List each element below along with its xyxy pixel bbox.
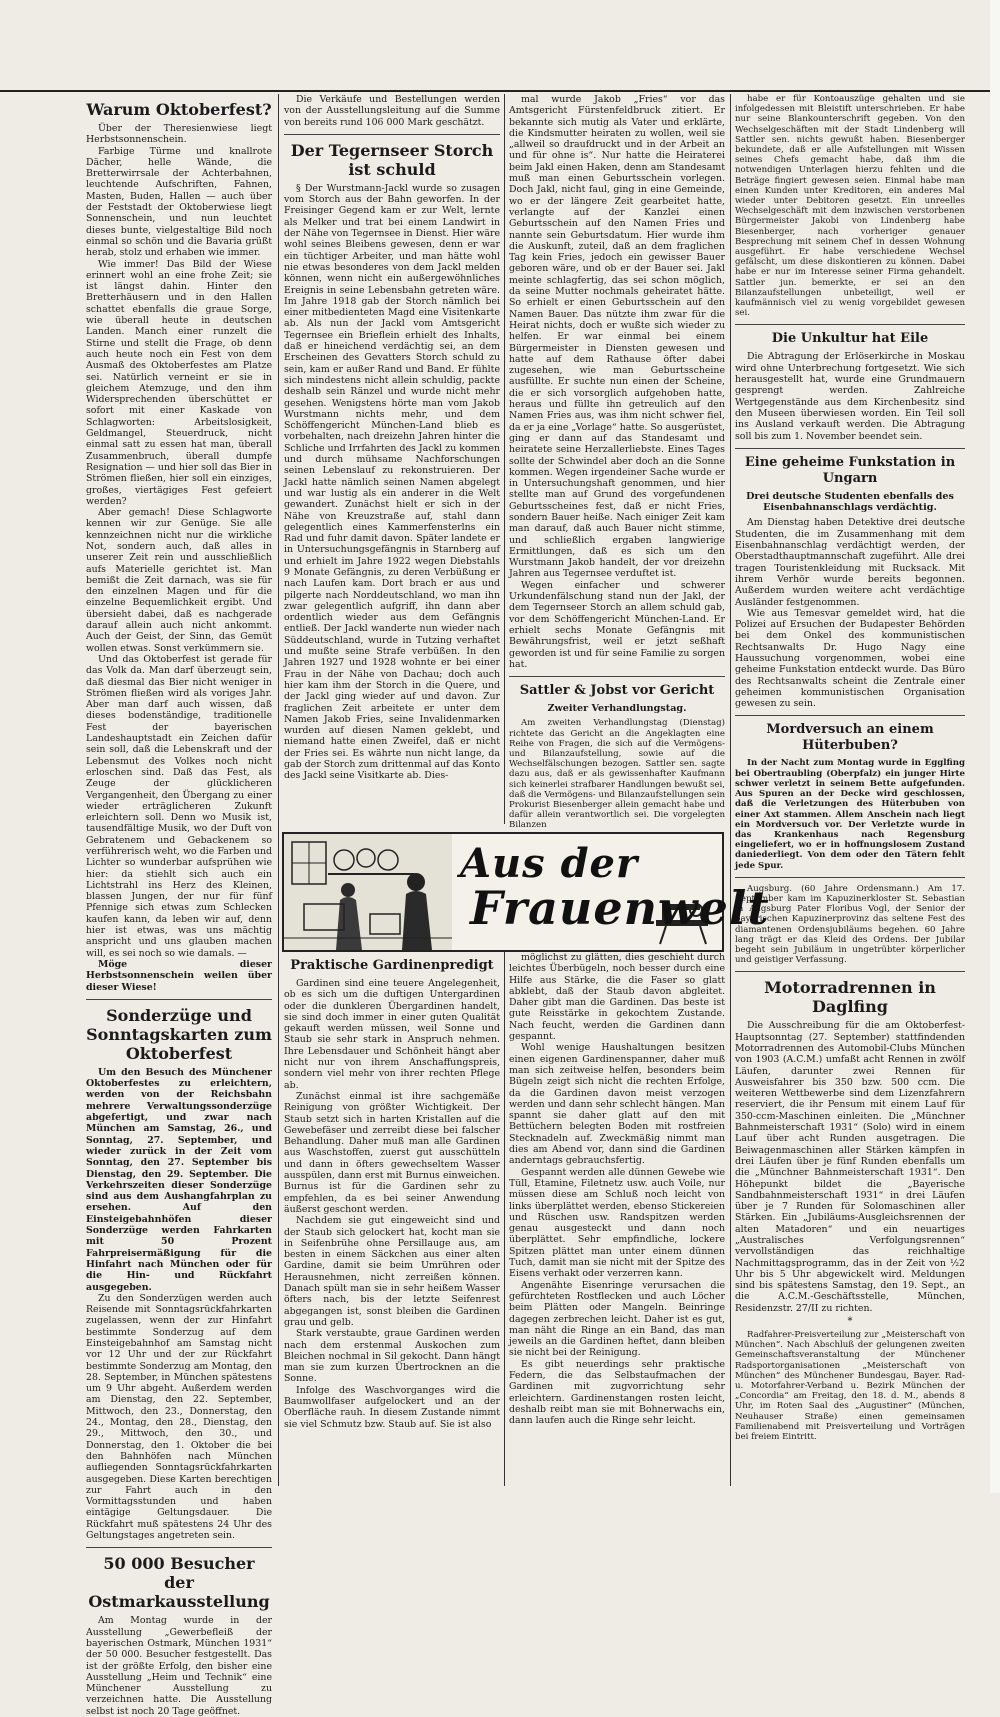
headline-sattler: Sattler & Jobst vor Gericht bbox=[519, 683, 715, 699]
paragraph: Wegen einfacher und schwerer Urkundenfälschung stand nun der Jakl, der dem Tegernseer Storch an allem schuld gab, vor dem Schöffengericht München-Land. Er erhielt sechs Monate Gefängnis mit Bewährungsfrist, weil er jetzt seßhaft geworden ist und für seine Familie zu sorgen hat. bbox=[509, 579, 725, 670]
paragraph: Gespannt werden alle dünnen Gewebe wie Tüll, Etamine, Filetnetz usw. auch Voile, nur müssen diese am Schluß noch leicht von links überplättet werden, ebenso Stickereien und Rüschen usw. Randspitzen werden genau ausgesteckt und dann noch überplättet. Sehr empfindliche, lockere Spitzen plättet man unter einem dünnen Tuch, damit man sie nicht mit der Spitze des Eisens verhakt oder verzerren kann. bbox=[509, 1166, 725, 1280]
subheadline-sattler: Zweiter Verhandlungstag. bbox=[547, 703, 687, 715]
headline-gardinen: Praktische Gardinenpredigt bbox=[290, 958, 494, 973]
paragraph: Am Dienstag haben Detektive drei deutsche Studenten, die im Zusammenhang mit dem Eisenbahnanschlag verdächtigt werden, der Oberstadthauptmannschaft zugeführt. Alle drei tragen Touristenkleidung mit Rucksack. Mit ihrem Verhör wurde bereits begonnen. Außerdem wurden weitere acht verdächtige Ausländer festgenommen. bbox=[735, 517, 965, 608]
headline-sonderzuege: Sonderzüge und Sonntagskarten zum Oktoberfest bbox=[86, 1005, 272, 1063]
article-oktoberfest bbox=[86, 123, 272, 993]
paragraph: Und das Oktoberfest ist gerade für das Volk da. Man darf überzeugt sein, daß diesmal das Bier nicht weniger in Strömen fließen wird als voriges Jahr. Aber man darf auch wissen, daß dieses bodenständige, traditionelle Fest der bayerischen Landeshauptstadt ein Zeichen dafür sein soll, daß die Lebenskraft und der Lebensmut des Volkes noch nicht erloschen sind. Daß das Fest, als Zeuge der glücklicheren Vergangenheit, den Übergang zu einer wieder erträglicheren Zukunft erleichtern soll. Denn wo Musik ist, tausendfältige Musik, wo der Duft von Gebratenem und Gebackenem so verführerisch weht, wo die Farben und Lichter so wunderbar aufsprühen wie hier: da stiehlt sich auch ein Lichtstrahl ins Herz des Kleinen, blassen Jungen, der nur für fünf Pfennige sich etwas zum Schlecken kaufen kann, da leben wir auf, denn hier ist etwas, was uns mächtig anspricht und uns glauben machen will, es sei noch so wie damals. — bbox=[86, 653, 272, 959]
column-rule bbox=[730, 94, 731, 1486]
paragraph: Infolge des Waschvorganges wird die Baumwollfaser aufgelockert und an der Oberfläche rauh. In diesem Zustande nimmt sie viel Schmutz bzw. Staub auf. Sie ist also bbox=[284, 1384, 500, 1430]
column-1 bbox=[86, 94, 272, 1717]
column-rule bbox=[504, 952, 505, 1486]
frauenwelt-banner bbox=[282, 832, 770, 952]
paragraph: Aber gemach! Diese Schlagworte kennen wir zur Genüge. Sie alle kennzeichnen nicht nur die wirkliche Not, sondern auch, daß alles in unserer Zeit rein und ausschließlich aufs Materielle gerichtet ist. Man bemißt die Zeit darnach, was sie für den einzelnen Magen und für die einzelne Bequemlichkeit ergibt. Und übersieht dabei, daß es nachgerade darauf allein auch nicht ankommt. Auch der Geist, der Sinn, das Gemüt wollen etwas. Sonst verkümmern sie. bbox=[86, 507, 272, 654]
banner-title-line2: Frauenwelt bbox=[470, 881, 770, 935]
separator bbox=[509, 676, 725, 677]
article-besucher bbox=[86, 1615, 272, 1717]
separator bbox=[284, 134, 500, 135]
column-rule bbox=[504, 94, 505, 824]
paragraph: Zunächst einmal ist ihre sachgemäße Reinigung von größter Wichtigkeit. Der Staub setzt sich in harten Kristallen auf die Gewebefäser und zerreibt diese bei falscher Behandlung. Daher muß man alle Gardinen aus Waschstoffen, zuerst gut ausschütteln und dann in öfters gewechseltem Wasser ausspülen, dann erst mit Burnus einweichen. Burnus ist für die Gardinen sehr zu empfehlen, da es bei seiner Anwendung äußerst geschont werden. bbox=[284, 1090, 500, 1215]
paragraph: Möge dieser Herbstsonnenschein weilen über dieser Wiese! bbox=[86, 958, 272, 993]
paragraph: Die Verkäufe und Bestellungen werden von der Ausstellungsleitung auf die Summe von bereits rund 106 000 Mark geschätzt. bbox=[284, 94, 500, 128]
paragraph: Die Ausschreibung für die am Oktoberfest-Hauptsonntag (27. September) stattfindenden Motorradrennen des Automobil-Clubs München von 1903 (A.C.M.) umfaßt acht Rennen in zwölf Läufen, darunter zwei Rennen für Ausweisfahrer bis 350 bzw. 500 ccm. Die weiteren Wettbewerbe sind dem Lizenzfahrern reserviert, die ihr Pensum mit einem Lauf für 350-ccm-Maschinen einleiten. Die „Münchner Bahnmeisterschaft 1931“ (Solo) wird in einem Lauf über acht Runden ausgetragen. Die Beiwagenmaschinen aller Stärken kämpfen in drei Läufen über je fünf Runden ebenfalls um die „Münchner Bahnmeisterschaft 1931“. Den Höhepunkt bildet die „Bayerische Sandbahnmeisterschaft 1931“ in drei Läufen über je 7 Runden für Solomaschinen aller Stärken. Ein „Jubiläums-Ausgleichsrennen der alten Matadoren“ und ein neuartiges „Australisches Verfolgungsrennen“ vervollständigen das reichhaltige Nachmittagsprogramm, das in der Zeit von ½2 Uhr bis 5 Uhr abgewickelt wird. Meldungen sind bis spätestens Samstag, den 19. Sept., an die A.C.M.-Geschäftsstelle, München, Residenzstr. 27/II zu richten. bbox=[735, 1020, 965, 1314]
headline-unkultur: Die Unkultur hat Eile bbox=[771, 331, 929, 347]
column-3 bbox=[509, 94, 725, 831]
paragraph: Am zweiten Verhandlungstag (Dienstag) richtete das Gericht an die Angeklagten eine Reihe von Fragen, die sich auf die Vermögens- und Bilanzaufstellung, sowie auf die Wechselfälschungen bezogen. Sattler sen. sagte dazu aus, daß er als gewissenhafter Kaufmann sich keinerlei strafbarer Handlungen bewußt sei, daß die Vermögens- und Bilanzaufstellungen sein Prokurist Biesenberger allein gemacht habe und dafür allein verantwortlich sei. Die vorgelegten Bilanzen bbox=[509, 718, 725, 831]
paragraph: Um den Besuch des Münchener Oktoberfestes zu erleichtern, werden von der Reichsbahn mehrere Verwaltungssonderzüge abgefertigt, und zwar nach München am Samstag, 26., und Sonntag, 27. September, und wieder zurück in der Zeit vom Sonntag, den 27. September bis Dienstag, den 29. September. Die Verkehrszeiten dieser Sonderzüge sind aus dem Aushangfahrplan zu ersehen. Auf den Einsteigebahnhöfen dieser Sonderzüge werden Fahrkarten mit 50 Prozent Fahrpreisermäßigung für die Hinfahrt nach München oder für die Hin- und Rückfahrt ausgegeben. bbox=[86, 1066, 272, 1293]
paragraph: Über der Theresienwiese liegt Herbstsonnenschein. bbox=[86, 123, 272, 146]
paragraph: Augsburg. (60 Jahre Ordensmann.) Am 17. September kam im Kapuzinerkloster St. Sebastian in Augsburg Pater Floribus Vogl, der Senior der bayerischen Kapuzinerprovinz das seltene Fest des diamantenen Ordensjubiläums begehen. 60 Jahre lang trägt er das Kleid des Ordens. Der Jubilar begeht sein Jubiläum in ungetrübter körperlicher und geistiger Verfassung. bbox=[735, 883, 965, 966]
paragraph: Zu den Sonderzügen werden auch Reisende mit Sonntagsrückfahrkarten zugelassen, wenn der zur Hinfahrt bestimmte Sonderzug auf dem Einsteigebahnhof am Samstag nicht vor 12 Uhr und der zur Rückfahrt bestimmte Sonderzug am Montag, den 28. September, in München spätestens um 9 Uhr abgeht. Außerdem werden am Dienstag, den 22. September, Mittwoch, den 23., Donnerstag, den 24., Montag, den 28., Dienstag, den 29., Mittwoch, den 30., und Donnerstag, den 1. Oktober die bei den Bahnhöfen nach München aufliegenden Sonntagsrückfahrkarten ausgegeben. Diese Karten berechtigen zur Fahrt auch in den Vormittagsstunden und haben eintägige Geltungsdauer. Die Rückfahrt muß spätestens 24 Uhr des Geltungstages angetreten sein. bbox=[86, 1292, 272, 1542]
paragraph: Wie immer! Das Bild der Wiese erinnert wohl an eine frohe Zeit; sie ist längst dahin. Hinter den Bretterhäusern und in den Hallen schattet ebenfalls die graue Sorge, wie überall heute in deutschen Landen. Manch einer runzelt die Stirne und stellt die Frage, ob denn auch heute noch ein Fest von dem Ausmaß des Oktoberfestes am Platze sei. Natürlich verneint er sie in gleichem Atemzuge, und den ihm Widersprechenden überschüttet er sofort mit einer Kaskade von Schlagworten: Arbeitslosigkeit, Geldmangel, Steuerdruck, nicht einmal satt zu essen hat man, überall Zusammenbruch, überall dumpfe Resignation — und hier soll das Bier in Strömen fließen, hier soll ein einziges, großes, viertägiges Fest gefeiert werden? bbox=[86, 258, 272, 507]
separator bbox=[735, 971, 965, 972]
banner-title-line1: Aus der bbox=[460, 840, 639, 887]
header-rule bbox=[0, 90, 1000, 92]
subheadline-funkstation: Drei deutsche Studenten ebenfalls des Eisenbahnanschlags verdächtig. bbox=[746, 490, 954, 514]
separator bbox=[86, 1547, 272, 1548]
paragraph: Wie aus Temesvar gemeldet wird, hat die Polizei auf Ersuchen der Budapester Behörden bei dem Onkel des kommunistischen Rechtsanwalts Dr. Hugo Nagy eine Haussuchung vorgenommen, wobei eine geheime Funkstation entdeckt wurde. Das Büro des Rechtsanwalts scheint die Zentrale einer geheimen kommunistischen Organisation gewesen zu sein. bbox=[735, 607, 965, 710]
paragraph: Es gibt neuerdings sehr praktische Federn, die das Selbstaufmachen der Gardinen mit zugvorrichtung sehr erleichtern. Gardinenstangen rosten leicht, deshalb reibt man sie mit Bohnerwachs ein, dann laufen auch die Ringe sehr leicht. bbox=[509, 1358, 725, 1427]
article-sonderzuege bbox=[86, 1067, 272, 1541]
headline-oktoberfest: Warum Oktoberfest? bbox=[86, 100, 272, 119]
page-edge bbox=[990, 0, 1000, 1493]
paragraph: Wohl wenige Haushaltungen besitzen einen eigenen Gardinenspanner, daher muß man sich zeitweise helfen, besonders beim Bügeln zeigt sich nicht die rechten Erfolge, da die Gardinen davon meist verzogen werden und dann sehr schlecht hängen. Man spannt sie daher glatt auf den mit Bettüchern belegten Boden mit rostfreien Stecknadeln auf. Zweckmäßig nimmt man dies am Abend vor, dann sind die Gardinen anderntags gebrauchsfertig. bbox=[509, 1042, 725, 1167]
gardinen-right bbox=[509, 952, 725, 1489]
banner-title bbox=[460, 840, 770, 935]
star-separator: * bbox=[847, 1316, 853, 1328]
paragraph: § Der Wurstmann-Jackl wurde so zusagen vom Storch aus der Bahn geworfen. In der Freisinger Gegend kam er zur Welt, lernte als Melker und trat bei einem Landwirt in der Nähe von Tegernsee in Dienst. Hier wäre wohl seines Bleibens gewesen, denn er war ein tüchtiger Arbeiter, und man hätte wohl nie etwas besonderes von dem Jackl melden können, wenn nicht ein außergewöhnliches Ereignis in seine Lebensbahn getreten wäre. Im Jahre 1918 gab der Storch nämlich bei einer mitbedienteten Magd eine Visitenkarte ab. Als nun der Jackl vom Amtsgericht Tegernsee ein Brieflein erhielt des Inhalts, daß er hineichend verdächtig sei, an dem Erscheinen des Gevatters Storch schuld zu sein, kam er außer Rand und Band. Er fühlte sich mindestens nicht allein schuldig, packte deshalb sein Ränzel und wurde nicht mehr gesehen. Wenigstens hörte man vom Jakob Wurstmann nichts mehr, und dem Schöffengericht München-Land blieb es vorbehalten, nach dreizehn Jahren hinter die Schliche und Irrfahrten des Jackl zu kommen und durch mühsame Nachforschungen seinen Lebenslauf zu rekonstruieren. Der Jackl hatte nämlich seinen Namen abgelegt und war lustig als ein anderer in die Welt gewandert. Zunächst hielt er sich in der Nähe von Kreuzstraße auf, stahl dann gelegentlich eines Kammerfensterlns ein Rad und fuhr damit davon. Später landete er in Untersuchungsgefängnis in Starnberg auf und erhielt im Jahre 1922 wegen Diebstahls 9 Monate Gefängnis, zu deren Verbüßung er nach Laufen kam. Dort brach er aus und pilgerte nach Norddeutschland, wo man ihn zwar gelegentlich aufgriff, ihn dann aber ordentlich wieder aus dem Gefängnis entließ. Der Jackl wanderte nun wieder nach Süddeutschland, wurde in Tutzing verhaftet und mußte seine Strafe verbüßen. In den Jahren 1927 und 1928 wohnte er bei einer Frau in der Nähe von Dachau; doch auch hier kam ihm der Storch in die Quere, und der Jackl ging wieder auf und davon. Zur fraglichen Zeit arbeitete er unter dem Namen Jakob Fries, seine Invalidenmarken wurden auf diesen Namen geklebt, und niemand hatte einen Zweifel, daß er nicht der Fries sei. Es währte nun nicht lange, da gab der Storch zum drittenmal auf das Konto des Jackl seine Visitkarte ab. Dies- bbox=[284, 182, 500, 782]
separator bbox=[86, 999, 272, 1000]
column-rule bbox=[278, 94, 279, 1486]
headline-motorrad: Motorradrennen in Daglfing bbox=[764, 978, 936, 1017]
paragraph: Nachdem sie gut eingeweicht sind und der Staub sich gelockert hat, kocht man sie in Seifenbrühe ohne Persillauge aus, am besten in einem Säckchen aus einer alten Gardine, damit sie beim Umrühren oder Herausnehmen, nicht zerreißen können. Danach spült man sie in sehr heißem Wasser öfters nach, bis der letzte Seifenrest abgegangen ist, sonst bleiben die Gardinen grau und gelb. bbox=[284, 1215, 500, 1328]
separator bbox=[735, 448, 965, 449]
separator bbox=[735, 324, 965, 325]
paragraph: Stark verstaubte, graue Gardinen werden nach dem erstenmal Auskochen zum Bleichen nochmal in Sil gekocht. Dann hängt man sie zum kurzen Übertrocknen an die Sonne. bbox=[284, 1328, 500, 1385]
headline-storch: Der Tegernseer Storch ist schuld bbox=[290, 140, 494, 179]
paragraph: Farbige Türme und knallrote Dächer, helle Wände, die Bretterwirrsale der Achterbahnen, leuchtende Aufschriften, Fahnen, Masten, Buden, Hallen — auch über der Feststadt der Oktoberwiese liegt Sonnenschein, und nun leuchtet dieses bunte, vielgestaltige Bild noch einmal so schön und die Bavaria grüßt herab, stolz und erhaben wie immer. bbox=[86, 145, 272, 259]
paragraph: Gardinen sind eine teuere Angelegenheit, ob es sich um die duftigen Untergardinen oder die dunkleren Übergardinen handelt, sie sind doch immer in einer guten Qualität gekauft werden müssen, weil Sonne und Staub sie sehr stark in Anspruch nehmen. Ihre Lebensdauer und Schönheit hängt aber nicht nur von ihrem Anschaffungspreis, sondern viel mehr von ihrer rechten Pflege ab. bbox=[284, 978, 500, 1091]
column-2 bbox=[284, 94, 500, 826]
paragraph: mal wurde Jakob „Fries“ vor das Amtsgericht Fürstenfeldbruck zitiert. Er bekannte sich mutig als Vater und erklärte, die Kindsmutter heiraten zu wollen, weil sie „allweil so draufdruckt und in der Arbeit an und für ohne is“. Nur hatte die Heiraterei beim Jakl einen Haken, denn am Standesamt muß man einen Geburtsschein vorlegen. Doch Jakl, nicht faul, ging in eine Gemeinde, wo er der längere Zeit gearbeitet hatte, verlangte auf der Kanzlei einen Geburtsschein auf den Namen Fries und nannte sein Geburtsdatum. Hier wurde ihm die Auskunft, zuteil, daß an dem fraglichen Tag kein Fries, jedoch ein gewisser Bauer geboren wäre, und ob er der Bauer sei. Jakl meinte schlagfertig, das sei schon möglich, da seine Mutter nochmals geheiratet hätte. So erhielt er einen Geburtsschein auf den Namen Bauer. Das nützte ihm zwar für die Heirat nichts, doch er wußte sich wieder zu helfen. Er war einmal bei einem Bürgermeister in Diensten gewesen und hatte auf dem Rathause öfter dabei zugesehen, wie man Geburtsscheine ausfüllte. Er suchte nun einen der Scheine, die er sich vorsorglich aufgehoben hatte, heraus und füllte ihn getreulich auf den Namen Fries aus, was ihm nicht schwer fiel, da er ja eine „Vorlage“ hatte. So ausgerüstet, ging er dann auf das Standesamt und heiratete seine Herzallerliebste. Eines Tages sollte der Schwindel aber doch an die Sonne kommen. Wegen irgendeiner Sache wurde er in Untersuchungshaft genommen, und hier stellte man auf Grund des vorgefundenen Geburtsscheines fest, daß er nicht Fries, sondern Bauer heiße. Nach einiger Zeit kam man darauf, daß auch Bauer nicht stimme, und schließlich ergaben langwierige Ermittlungen, daß es sich um den Wurstmann Jakob handelt, der vor dreizehn Jahren aus Tegernsee verduftet ist. bbox=[509, 94, 725, 580]
paragraph: In der Nacht zum Montag wurde in Egglfing bei Obertraubling (Oberpfalz) ein junger Hirte schwer verletzt in seinem Bette aufgefunden. Aus Spuren an der Decke wird geschlossen, daß die Verletzungen des Hüterbuben von einer Axt stammen. Allem Anschein nach liegt ein Mordversuch vor. Der Verletzte wurde in das Krankenhaus nach Regensburg eingeliefert, wo er in hoffnungslosem Zustand daniederliegt. Von dem oder den Tätern fehlt jede Spur. bbox=[735, 758, 965, 871]
paragraph: Angenähte Eisenringe verursachen die gefürchteten Rostflecken und auch Löcher beim Plätten oder Mangeln. Beinringe dagegen zerbrechen leicht. Daher ist es gut, man näht die Ringe an ein Band, das man jeweils an die Gardinen heftet, dann bleiben sie nicht bei der Reinigung. bbox=[509, 1279, 725, 1359]
paragraph: Am Montag wurde in der Ausstellung „Gewerbefleiß der bayerischen Ostmark, München 1931“ der 50 000. Besucher festgestellt. Das ist der größte Erfolg, den bisher eine Ausstellung „Heim und Technik“ eine Münchener Ausstellung zu verzeichnen hatte. Die Ausstellung selbst ist noch 20 Tage geöffnet. bbox=[86, 1615, 272, 1717]
paragraph: möglichst zu glätten, dies geschieht durch leichtes Überbügeln, noch besser durch eine Hilfe aus Stärke, die die Faser so glatt abklebt, daß der Staub davon abgleitet. Daher gibt man die Gardinen. Das beste ist gute Reisstärke in gekochtem Zustande. Nach feucht, werden die Gardinen dann gespannt. bbox=[509, 952, 725, 1043]
paragraph: Radfahrer-Preisverteilung zur „Meisterschaft von München“. Nach Abschluß der gelungenen zweiten Gemeinschaftsveranstaltung der Münchener Radsportorganisationen „Meisterschaft von München“ des Münchener Bundesgau, Bayer. Rad- u. Motorfahrer-Verband u. Bezirk München der „Concordia“ am Freitag, den 18. d. M., abends 8 Uhr, im Roten Saal des „Augustiner“ (München, Neuhauser Straße) einen gemeinsamen Familienabend mit Preisverteilung und Vorträgen bei freiem Eintritt. bbox=[735, 1330, 965, 1443]
paragraph: Die Abtragung der Erlöserkirche in Moskau wird ohne Unterbrechung fortgesetzt. Wie sich herausgestellt hat, wurde eine Grundmauern gesprengt werden. Zahlreiche Wertgegenstände aus dem Kirchenbesitz sind den Museen überwiesen worden. Ein Teil soll ins Ausland verkauft werden. Die Abtragung soll bis zum 1. November beendet sein. bbox=[735, 351, 965, 442]
paragraph: habe er für Kontoauszüge gehalten und sie infolgedessen mit Bleistift unterschrieben. Er habe nur seine Blankounterschrift gegeben. Von den Wechselgeschäften mit der Stadt Lindenberg will Sattler sen. nichts gewußt haben. Biesenberger bekundete, daß er alle Aufstellungen mit Wissen seines Chefs gemacht habe, daß ihm die notwendigen Unterlagen hierzu fehlten und die Beträge fingiert gewesen seien. Einmal habe man einen Kunden unter Kreditoren, ein anderes Mal wieder unter Debitoren gesetzt. Ein unreelles Wechselgeschäft mit dem inzwischen verstorbenen Bürgermeister Jakobi von Lindenberg habe Biesenberger, nach vorheriger genauer Besprechung mit seinem Chef in dessen Wohnung ausgeführt. Er habe verschiedene Wechsel gefälscht, um diese diskontieren zu können. Dabei habe er nur im Interesse seiner Firma gehandelt. Sattler jun. bemerkte, er sei an den Bilanzaufstellungen unbeteiligt, weil er kaufmännisch viel zu wenig vorgebildet gewesen sei. bbox=[735, 94, 965, 319]
separator bbox=[735, 715, 965, 716]
gardinen-left bbox=[284, 952, 500, 1489]
headline-besucher: 50 000 Besucher der Ostmarkausstellung bbox=[88, 1554, 270, 1612]
column-4 bbox=[735, 94, 965, 1489]
headline-mordversuch: Mordversuch an einem Hüterbuben? bbox=[766, 722, 934, 754]
headline-funkstation: Eine geheime Funkstation in Ungarn bbox=[744, 454, 956, 486]
